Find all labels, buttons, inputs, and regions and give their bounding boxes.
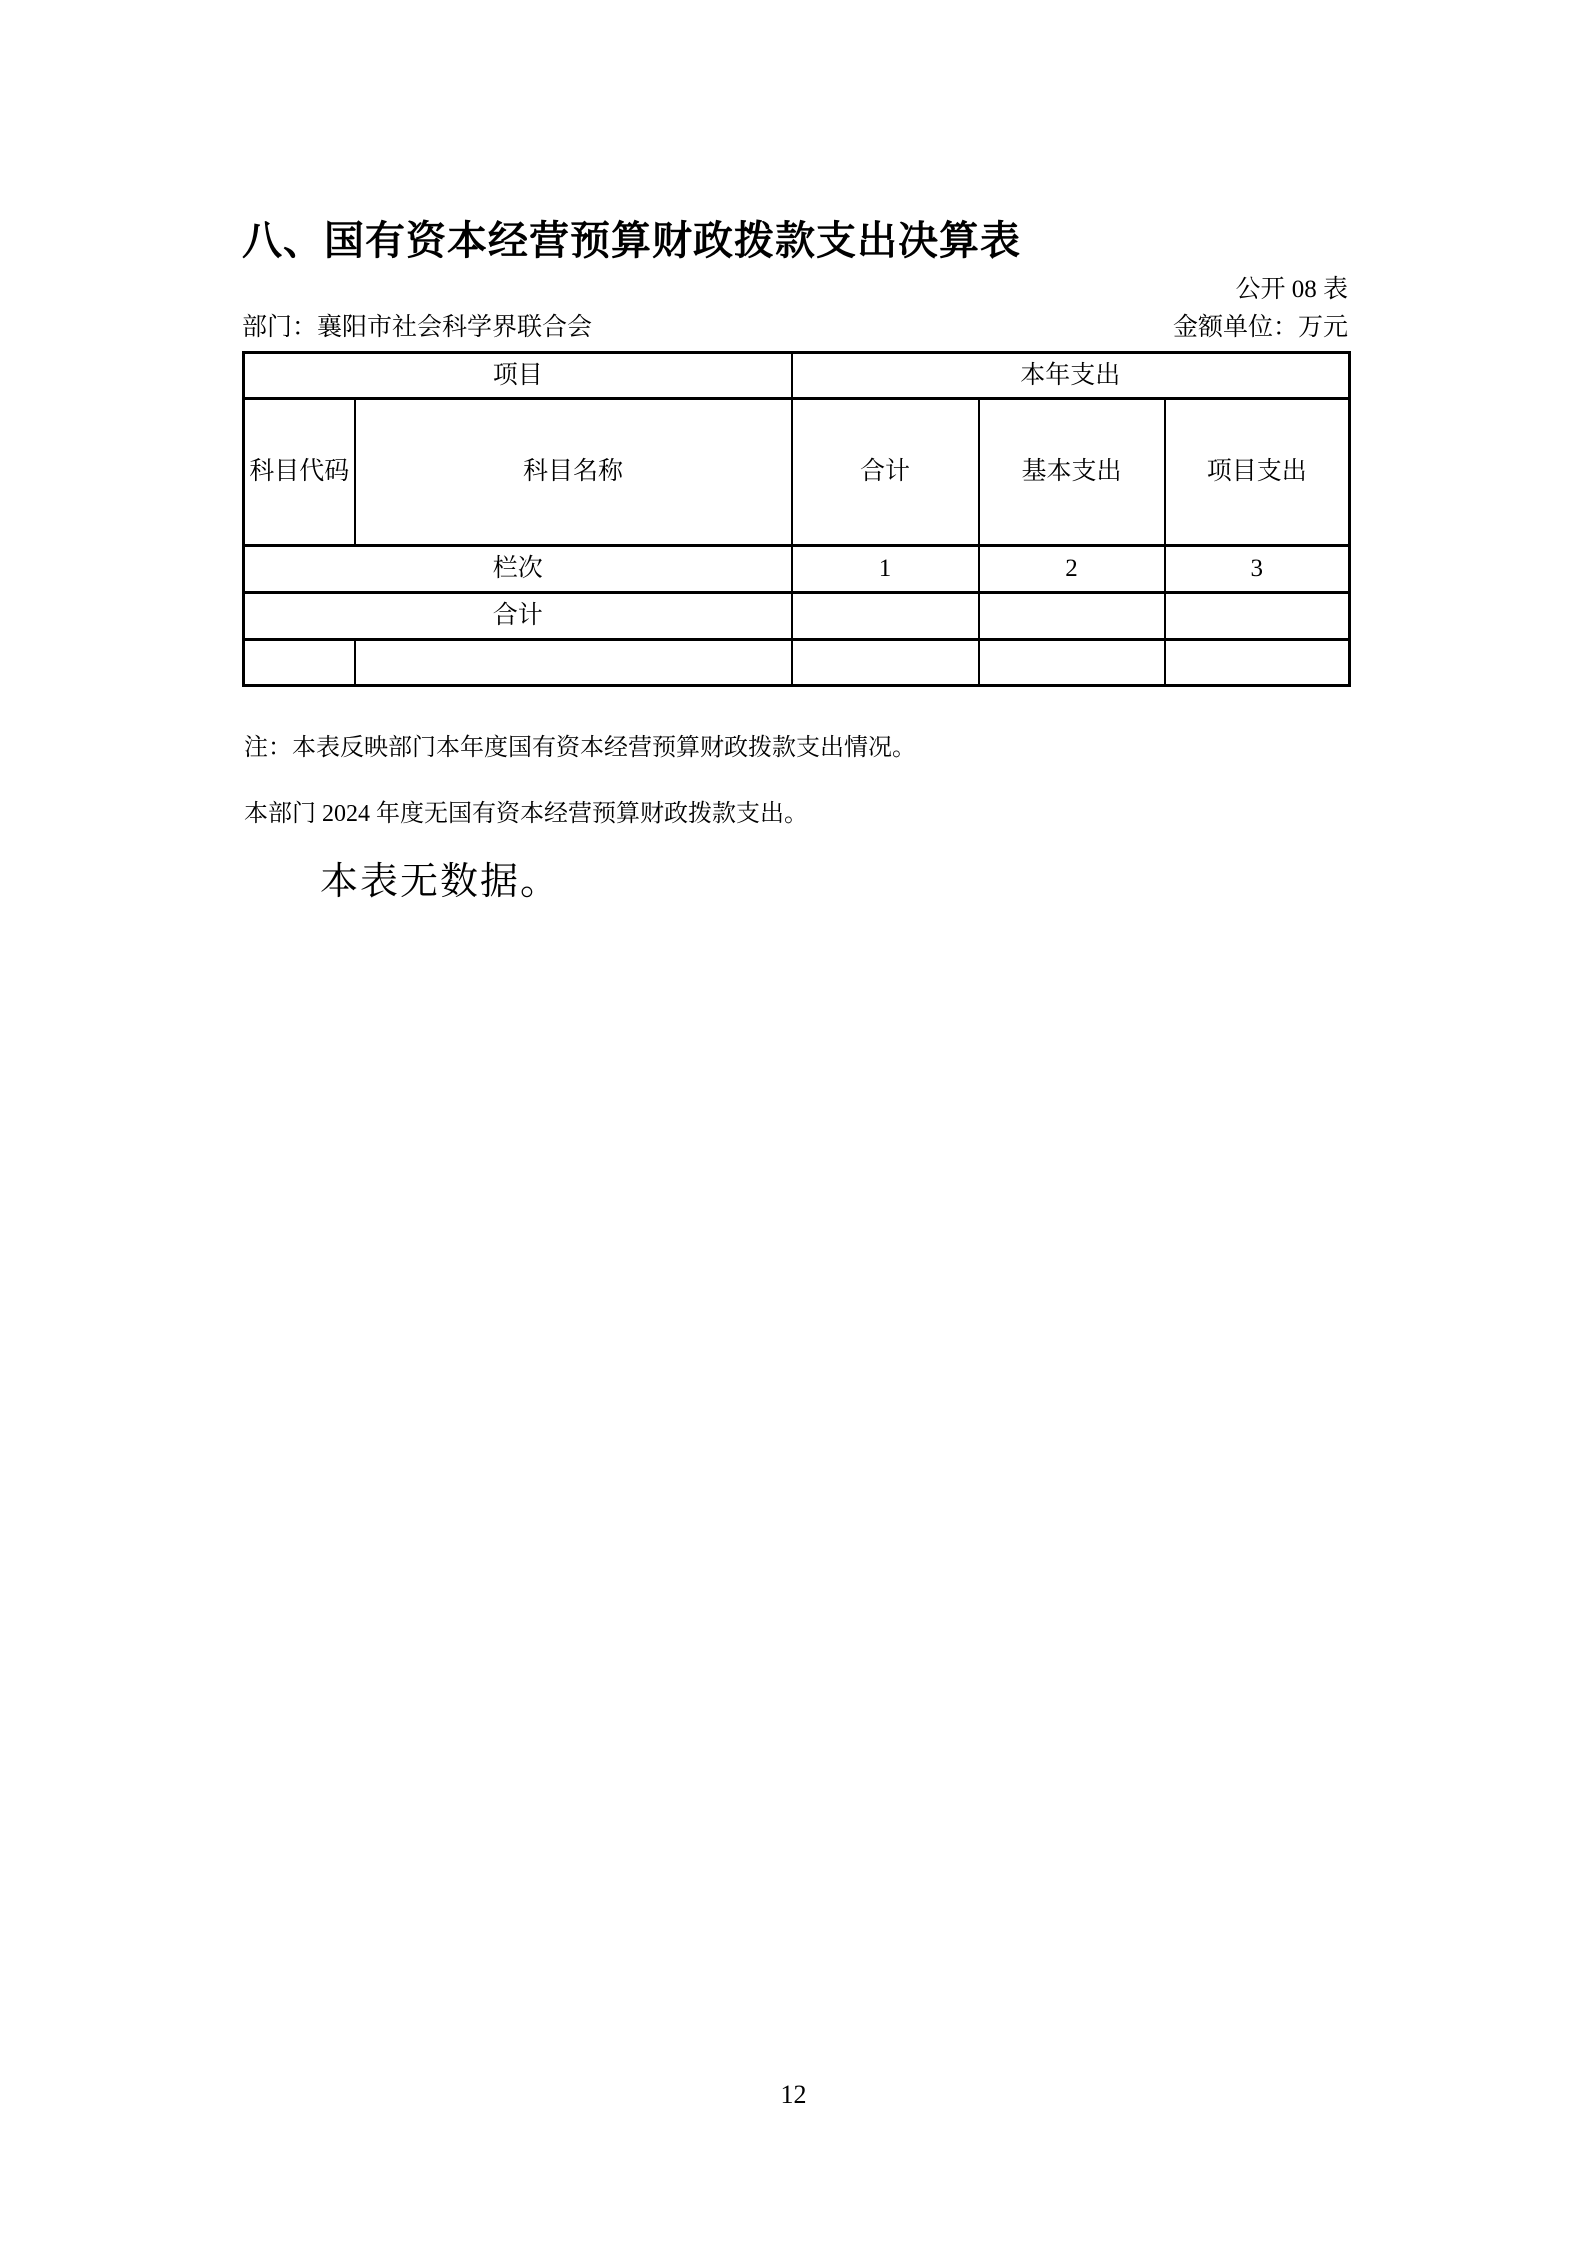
column-index-1: 1 [792,546,979,593]
empty-cell-basic [979,640,1165,686]
header-cell-total: 合计 [792,399,979,546]
no-data-statement: 本表无数据。 [320,861,561,903]
column-index-3: 3 [1165,546,1350,593]
total-row-label: 合计 [244,593,792,640]
total-row-value-3 [1165,593,1350,640]
table-note: 注：本表反映部门本年度国有资本经营预算财政拨款支出情况。 [244,735,916,761]
empty-cell-name [355,640,792,686]
empty-data-row [244,640,1350,686]
table-number-label: 公开 08 表 [1235,276,1348,303]
table-header-row-1 [244,353,1350,399]
amount-unit-label: 金额单位：万元 [1172,314,1348,341]
column-index-row [244,546,1350,593]
table-header-row-2 [244,399,1350,546]
total-row [244,593,1350,640]
no-expenditure-statement: 本部门 2024 年度无国有资本经营预算财政拨款支出。 [244,801,808,827]
column-index-2: 2 [979,546,1165,593]
header-cell-basic-expenditure: 基本支出 [979,399,1165,546]
total-row-value-2 [979,593,1165,640]
column-index-label: 栏次 [244,546,792,593]
total-row-value-1 [792,593,979,640]
header-cell-subject-name: 科目名称 [355,399,792,546]
fiscal-expenditure-table [242,351,1351,687]
empty-cell-project [1165,640,1350,686]
header-cell-project: 项目 [244,353,792,399]
page-number: 12 [780,2080,807,2109]
table-meta-row [242,314,1348,342]
header-cell-project-expenditure: 项目支出 [1165,399,1350,546]
header-cell-current-year-expenditure: 本年支出 [792,353,1350,399]
empty-cell-total [792,640,979,686]
empty-cell-code [244,640,355,686]
department-label: 部门：襄阳市社会科学界联合会 [242,314,593,341]
header-cell-subject-code: 科目代码 [244,399,355,546]
page-title: 八、国有资本经营预算财政拨款支出决算表 [242,219,1021,263]
